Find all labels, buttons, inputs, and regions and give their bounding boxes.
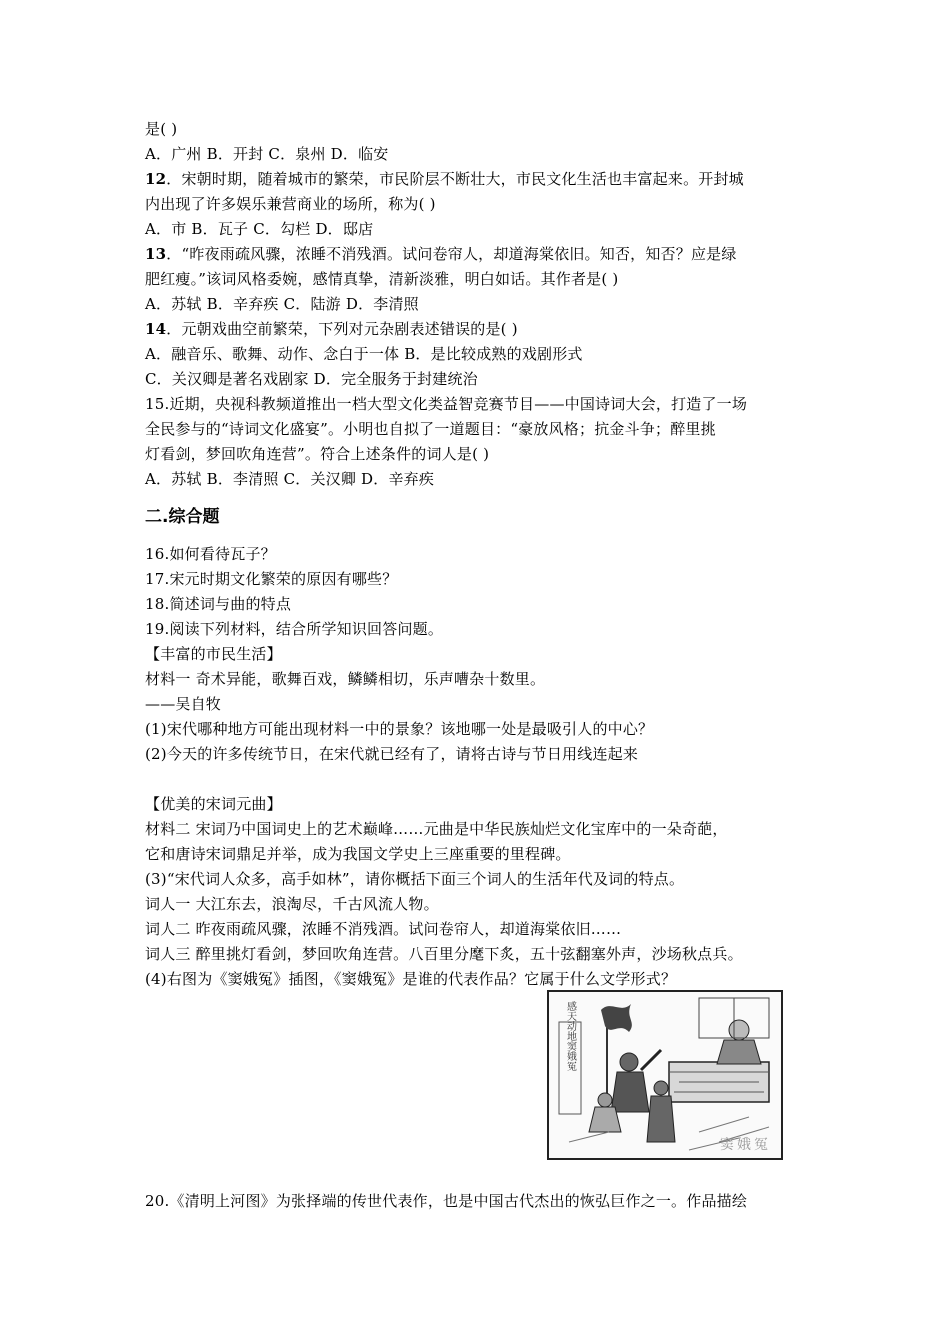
q15-stem-line3: 灯看剑，梦回吹角连营”。符合上述条件的词人是( ) [145,445,490,463]
q15-stem-line1: 15.近期，央视科教频道推出一档大型文化类益智竞赛节目——中国诗词大会，打造了一场 [145,395,748,413]
section-heading: 二.综合题 [145,507,220,527]
q14-number: 14 [145,320,167,338]
material-one: 材料一 奇术异能，歌舞百戏，鳞鳞相切，乐声嘈杂十数里。 [145,670,546,688]
q11-options: A．广州 B．开封 C．泉州 D．临安 [145,145,389,163]
q12-number: 12 [145,170,167,188]
q12-text: ．宋朝时期，随着城市的繁荣，市民阶层不断壮大，市民文化生活也丰富起来。开封城 [166,170,744,188]
illustration-caption: 窦娥冤 [720,1137,771,1153]
q16: 16.如何看待瓦子？ [145,545,276,563]
q13-text: ．“昨夜雨疏风骤，浓睡不消残酒。试问卷帘人，却道海棠依旧。知否，知否？应是绿 [166,245,737,263]
q12-stem-line2: 内出现了许多娱乐兼营商业的场所，称为( ) [145,195,436,213]
q15-options: A．苏轼 B．李清照 C．关汉卿 D．辛弃疾 [145,470,435,488]
subsection-ci-qu: 【优美的宋词元曲】 [145,795,282,813]
q13-number: 13 [145,245,167,263]
material-one-source: ——吴自牧 [145,695,222,713]
q18: 18.简述词与曲的特点 [145,595,292,613]
q19-part2: (2)今天的许多传统节日，在宋代就已经有了，请将古诗与节日用线连起来 [145,745,639,763]
banner-text: 感天动地窦娥冤 [564,1001,576,1071]
q14-stem [145,319,518,339]
q14-text: ．元朝戏曲空前繁荣，下列对元杂剧表述错误的是( ) [166,320,518,338]
q14-options-ab: A．融音乐、歌舞、动作、念白于一体 B．是比较成熟的戏剧形式 [145,345,583,363]
material-two-line1: 材料二 宋词乃中国词史上的艺术巅峰……元曲是中华民族灿烂文化宝库中的一朵奇葩， [145,820,728,838]
q20-stem: 20.《清明上河图》为张择端的传世代表作，也是中国古代杰出的恢弘巨作之一。作品描绘 [145,1192,748,1210]
q14-options-cd: C．关汉卿是著名戏剧家 D．完全服务于封建统治 [145,370,478,388]
q11-continuation: 是( ) [145,120,178,138]
dou-e-illustration [547,990,783,1160]
q15-stem-line2: 全民参与的“诗词文化盛宴”。小明也自拟了一道题目：“豪放风格；抗金斗争；醉里挑 [145,420,716,438]
poet-three: 词人三 醉里挑灯看剑，梦回吹角连营。八百里分麾下炙，五十弦翻塞外声，沙场秋点兵。 [145,945,743,963]
q12-stem-line1 [145,169,744,189]
q12-options: A．市 B．瓦子 C．勾栏 D．邸店 [145,220,374,238]
q19: 19.阅读下列材料，结合所学知识回答问题。 [145,620,444,638]
q13-stem-line2: 肥红瘦。”该词风格委婉，感情真挚，清新淡雅，明白如话。其作者是( ) [145,270,619,288]
q13-stem-line1 [145,244,737,264]
q13-options: A．苏轼 B．辛弃疾 C．陆游 D．李清照 [145,295,419,313]
q19-part1: (1)宋代哪种地方可能出现材料一中的景象？该地哪一处是最吸引人的中心？ [145,720,654,738]
q19-part3: (3)“宋代词人众多，高手如林”，请你概括下面三个词人的生活年代及词的特点。 [145,870,685,888]
q17: 17.宋元时期文化繁荣的原因有哪些？ [145,570,398,588]
material-two-line2: 它和唐诗宋词鼎足并举，成为我国文学史上三座重要的里程碑。 [145,845,571,863]
q19-part4: (4)右图为《窦娥冤》插图，《窦娥冤》是谁的代表作品？它属于什么文学形式？ [145,970,677,988]
poet-one: 词人一 大江东去，浪淘尽，千古风流人物。 [145,895,439,913]
poet-two: 词人二 昨夜雨疏风骤，浓睡不消残酒。试问卷帘人，却道海棠依旧…… [145,920,622,938]
subsection-civic-life: 【丰富的市民生活】 [145,645,282,663]
